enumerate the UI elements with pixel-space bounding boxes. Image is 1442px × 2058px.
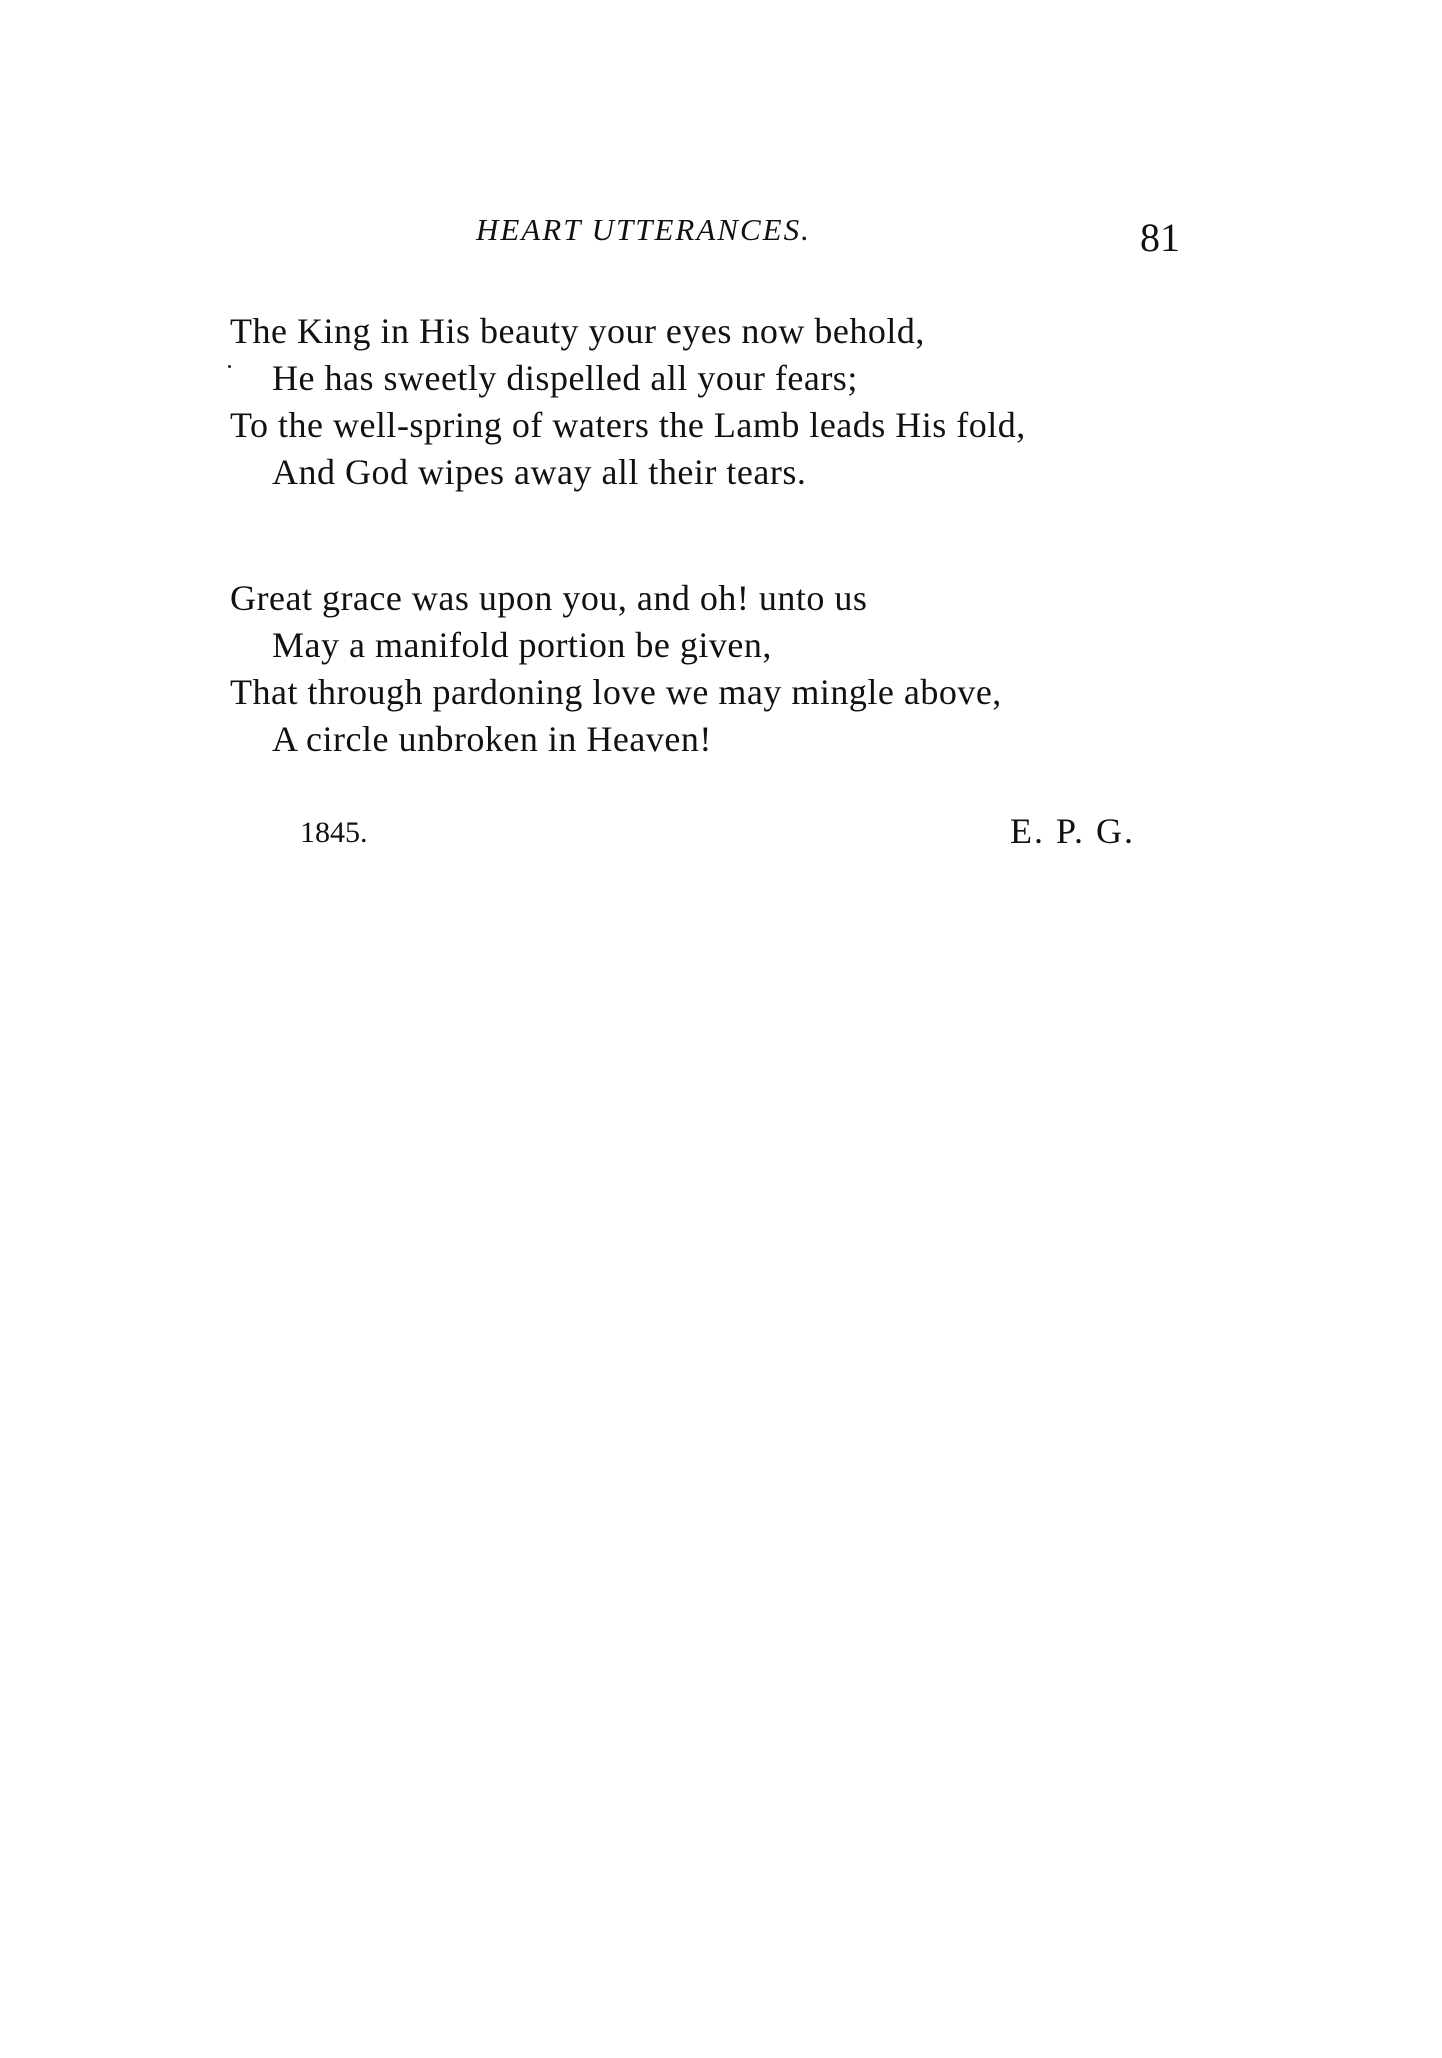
verse-line: The King in His beauty your eyes now behold,	[230, 311, 925, 351]
signature-date: 1845.	[300, 816, 368, 849]
verse-line: And God wipes away all their tears.	[272, 452, 807, 492]
verse-line: To the well-spring of waters the Lamb leads His fold,	[230, 405, 1026, 445]
page-number: 81	[1140, 215, 1180, 260]
verse-line: He has sweetly dispelled all your fears;	[272, 358, 858, 398]
stanza-2	[230, 575, 1002, 763]
verse-line: Great grace was upon you, and oh! unto us	[230, 578, 868, 618]
running-head-title: HEART UTTERANCES.	[476, 212, 811, 247]
verse-line: A circle unbroken in Heaven!	[272, 719, 712, 759]
verse-line: May a manifold portion be given,	[272, 625, 772, 665]
stanza-1	[230, 308, 1026, 496]
verse-line: That through pardoning love we may mingle above,	[230, 672, 1002, 712]
signature-initials: E. P. G.	[1010, 811, 1136, 851]
